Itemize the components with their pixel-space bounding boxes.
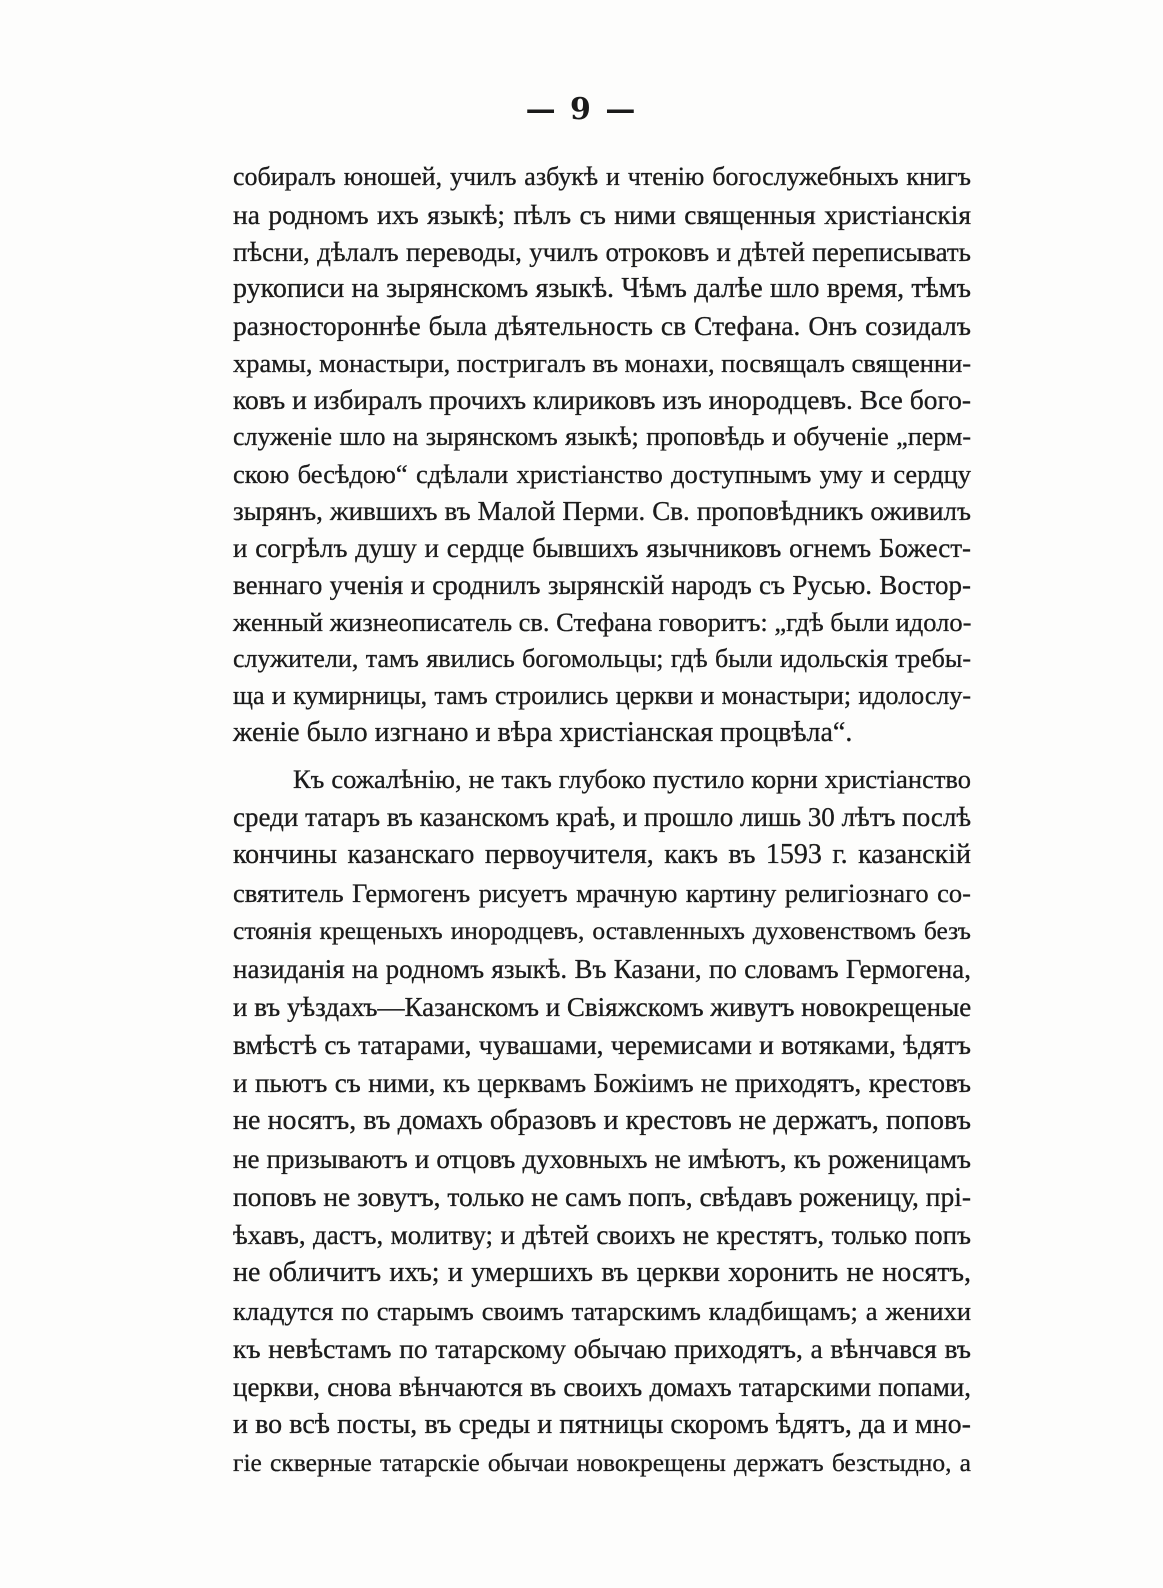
text-line: не носятъ, въ домахъ образовъ и крестовъ не держатъ, поповъ <box>233 1105 971 1136</box>
text-line: веннаго ученія и сроднилъ зырянскій народъ съ Русью. Востор- <box>233 570 971 600</box>
text-line: назиданія на родномъ языкѣ. Въ Казани, по словамъ Гермогена, <box>233 954 971 984</box>
text-line: и пьютъ съ ними, къ церквамъ Божіимъ не приходятъ, крестовъ <box>233 1068 971 1098</box>
text-line: собиралъ юношей, училъ азбукѣ и чтенію богослужебныхъ книгъ <box>233 162 971 191</box>
text-line: ковъ и избиралъ прочихъ клириковъ изъ инородцевъ. Все бого- <box>233 384 971 415</box>
text-line: и согрѣлъ душу и сердце бывшихъ язычниковъ огнемъ Божест- <box>233 533 971 563</box>
text-line: поповъ не зовутъ, только не самъ попъ, свѣдавъ роженицу, прі- <box>233 1181 971 1212</box>
text-line: разностороннѣе была дѣятельность св Стефана. Онъ созидалъ <box>233 310 971 341</box>
page-number: — 9 — <box>525 92 638 127</box>
text-line: женный жизнеописатель св. Стефана говоритъ: „гдѣ были идоло- <box>233 607 972 637</box>
text-line: Къ сожалѣнію, не такъ глубоко пустило корни христіанство <box>293 764 971 794</box>
text-line: стоянія крещеныхъ инородцевъ, оставленныхъ духовенствомъ безъ <box>233 916 971 945</box>
text-line: служители, тамъ явились богомольцы; гдѣ были идольскія требы- <box>233 644 971 673</box>
text-line: святитель Гермогенъ рисуетъ мрачную картину религіознаго со- <box>233 878 971 908</box>
text-line: ща и кумирницы, тамъ строились церкви и монастыри; идолослу- <box>233 681 971 710</box>
text-line: служеніе шло на зырянскомъ языкѣ; проповѣдь и обученіе „перм- <box>233 422 971 451</box>
text-line: храмы, монастыри, постригалъ въ монахи, посвящалъ священни- <box>233 348 972 378</box>
text-line: пѣсни, дѣлалъ переводы, училъ отроковъ и дѣтей переписывать <box>233 237 971 267</box>
text-line: зырянъ, жившихъ въ Малой Перми. Св. проповѣдникъ оживилъ <box>233 496 971 526</box>
text-line: церкви, снова вѣнчаются въ своихъ домахъ татарскими попами, <box>233 1372 971 1402</box>
text-line: ѣхавъ, дастъ, молитву; и дѣтей своихъ не крестятъ, только попъ <box>233 1220 971 1250</box>
text-line: кончины казанскаго первоучителя, какъ въ 1593 г. казанскій <box>233 839 971 870</box>
text-line: къ невѣстамъ по татарскому обычаю приходятъ, а вѣнчався въ <box>233 1333 971 1364</box>
text-line: и въ уѣздахъ—Казанскомъ и Свіяжскомъ живутъ новокрещеные <box>233 992 972 1022</box>
text-line: скою бесѣдою“ сдѣлали христіанство доступнымъ уму и сердцу <box>233 459 971 489</box>
text-line: кладутся по старымъ своимъ татарскимъ кладбищамъ; а женихи <box>233 1296 971 1326</box>
text-line: на родномъ ихъ языкѣ; пѣлъ съ ними священныя христіанскія <box>233 199 971 230</box>
text-line: гіе скверные татарскіе обычаи новокрещены держатъ безстыдно, а <box>233 1448 971 1477</box>
text-line: среди татаръ въ казанскомъ краѣ, и прошло лишь 30 лѣтъ послѣ <box>233 802 971 832</box>
text-line: рукописи на зырянскомъ языкѣ. Чѣмъ далѣе шло время, тѣмъ <box>233 273 971 304</box>
text-line: не обличитъ ихъ; и умершихъ въ церкви хоронить не носятъ, <box>233 1257 971 1288</box>
text-line: женіе было изгнано и вѣра христіанская процвѣла“. <box>233 717 853 748</box>
text-line: вмѣстѣ съ татарами, чувашами, черемисами и вотяками, ѣдятъ <box>233 1029 971 1060</box>
text-line: не призываютъ и отцовъ духовныхъ не имѣютъ, къ роженицамъ <box>233 1144 971 1174</box>
text-line: и во всѣ посты, въ среды и пятницы скоромъ ѣдятъ, да и мно- <box>233 1409 971 1440</box>
